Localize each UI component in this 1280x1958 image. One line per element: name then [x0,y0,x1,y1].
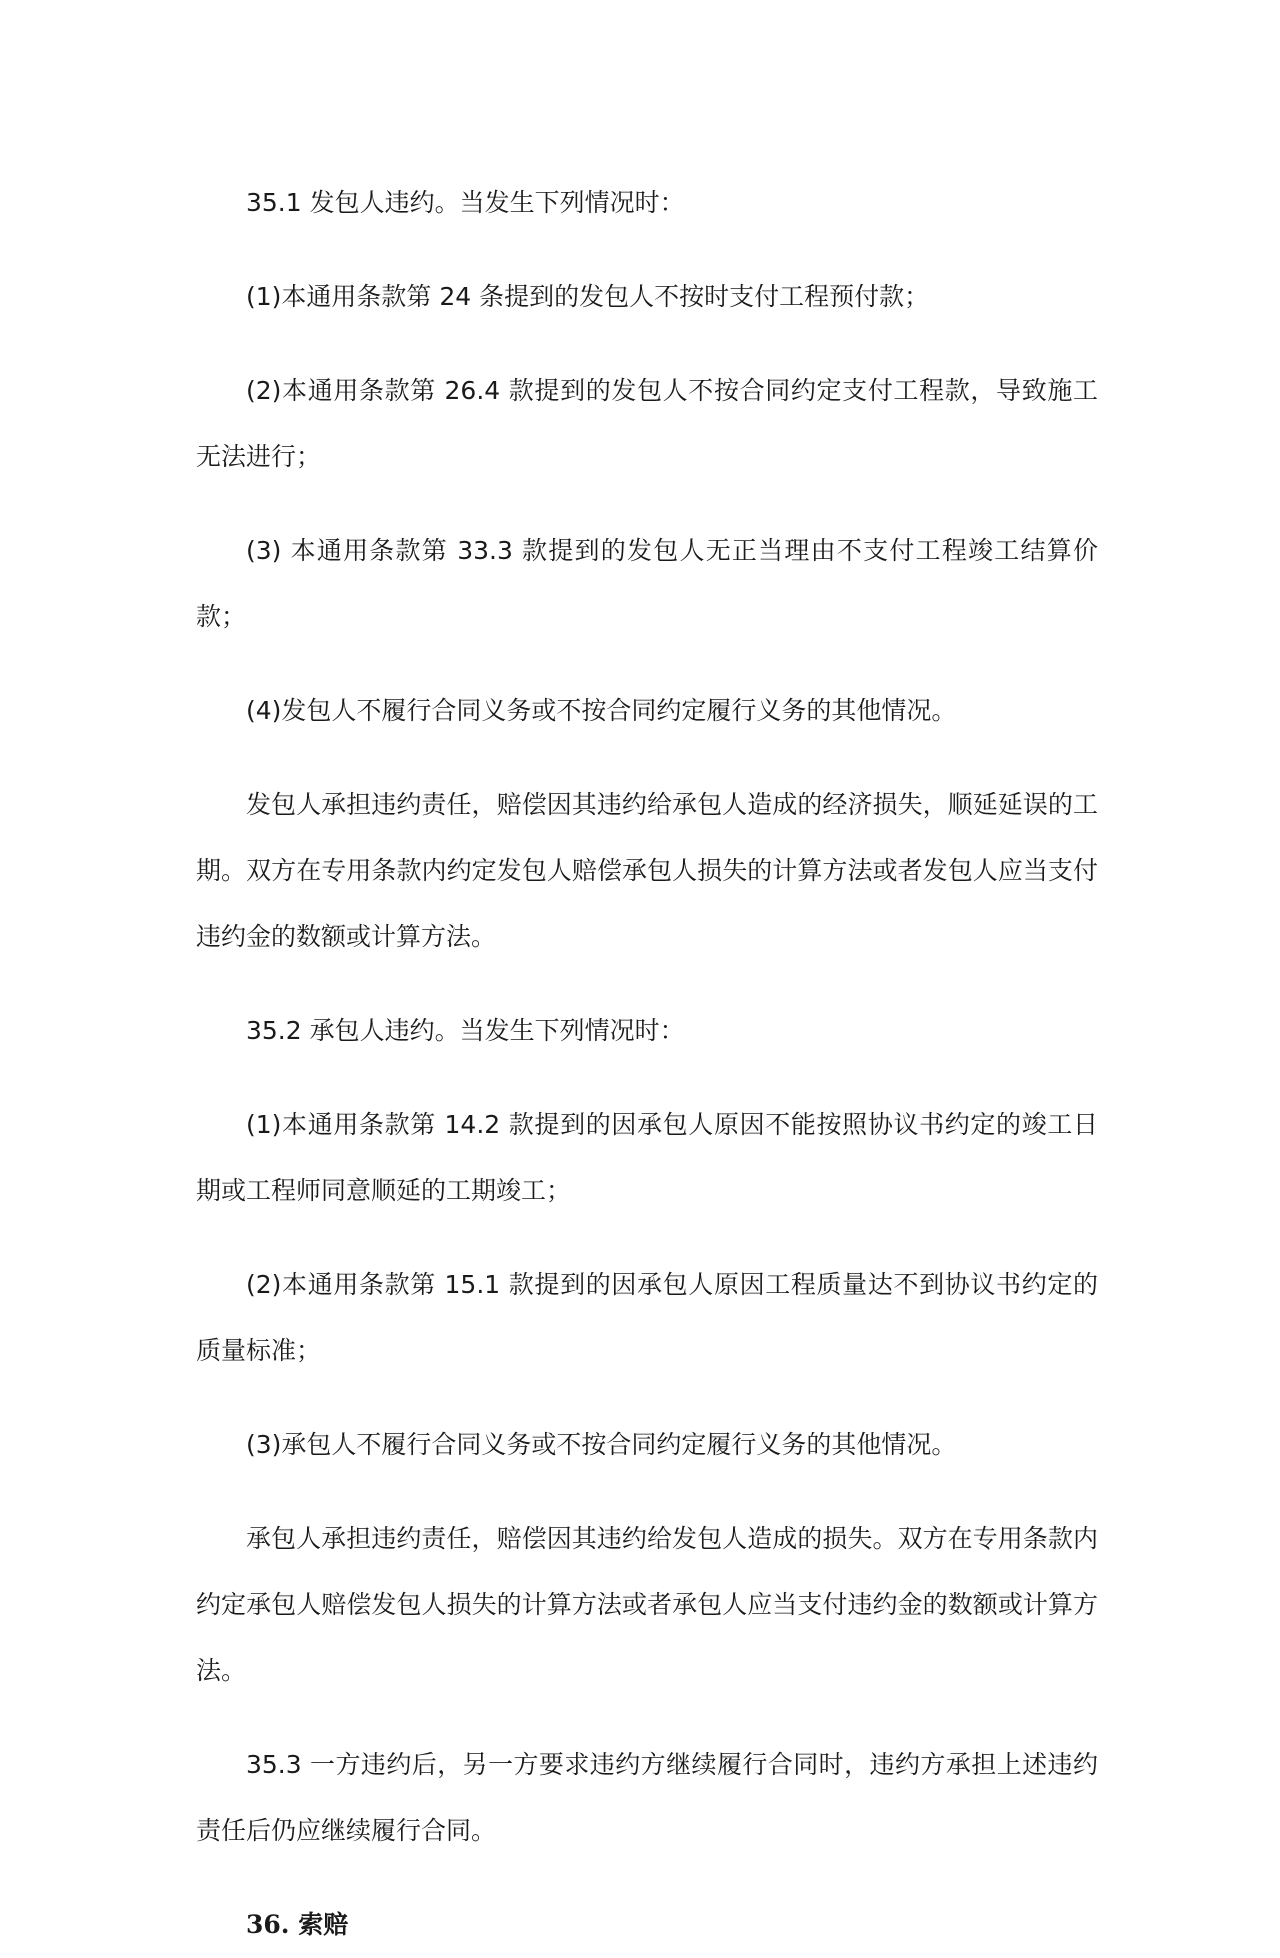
clause-35-1-item-2: (2)本通用条款第 26.4 款提到的发包人不按合同约定支付工程款，导致施工无法进行； [196,376,1098,471]
clause-35-1-item-1: (1)本通用条款第 24 条提到的发包人不按时支付工程预付款； [246,282,930,311]
clause-35-2-liability: 承包人承担违约责任，赔偿因其违约给发包人造成的损失。双方在专用条款内约定承包人赔偿发包人损失的计算方法或者承包人应当支付违约金的数额或计算方法。 [196,1524,1098,1685]
section-36-heading: 36. 索赔 [246,1910,349,1939]
clause-35-2-item-1: (1)本通用条款第 14.2 款提到的因承包人原因不能按照协议书约定的竣工日期或工程师同意顺延的工期竣工； [196,1110,1098,1205]
document-page [196,170,1098,1958]
clause-35-1-item-4: (4)发包人不履行合同义务或不按合同约定履行义务的其他情况。 [246,696,957,725]
clause-35-2-item-2: (2)本通用条款第 15.1 款提到的因承包人原因工程质量达不到协议书约定的质量标准； [196,1270,1098,1365]
clause-35-2-title: 35.2 承包人违约。当发生下列情况时： [246,1016,685,1045]
clause-35-1-title: 35.1 发包人违约。当发生下列情况时： [246,188,685,217]
clause-35-1-liability: 发包人承担违约责任，赔偿因其违约给承包人造成的经济损失，顺延延误的工期。双方在专用条款内约定发包人赔偿承包人损失的计算方法或者发包人应当支付违约金的数额或计算方法。 [196,790,1098,951]
clause-35-2-item-3: (3)承包人不履行合同义务或不按合同约定履行义务的其他情况。 [246,1430,957,1459]
clause-35-1-item-3: (3) 本通用条款第 33.3 款提到的发包人无正当理由不支付工程竣工结算价款； [196,536,1098,631]
clause-35-3: 35.3 一方违约后，另一方要求违约方继续履行合同时，违约方承担上述违约责任后仍应继续履行合同。 [196,1750,1098,1845]
